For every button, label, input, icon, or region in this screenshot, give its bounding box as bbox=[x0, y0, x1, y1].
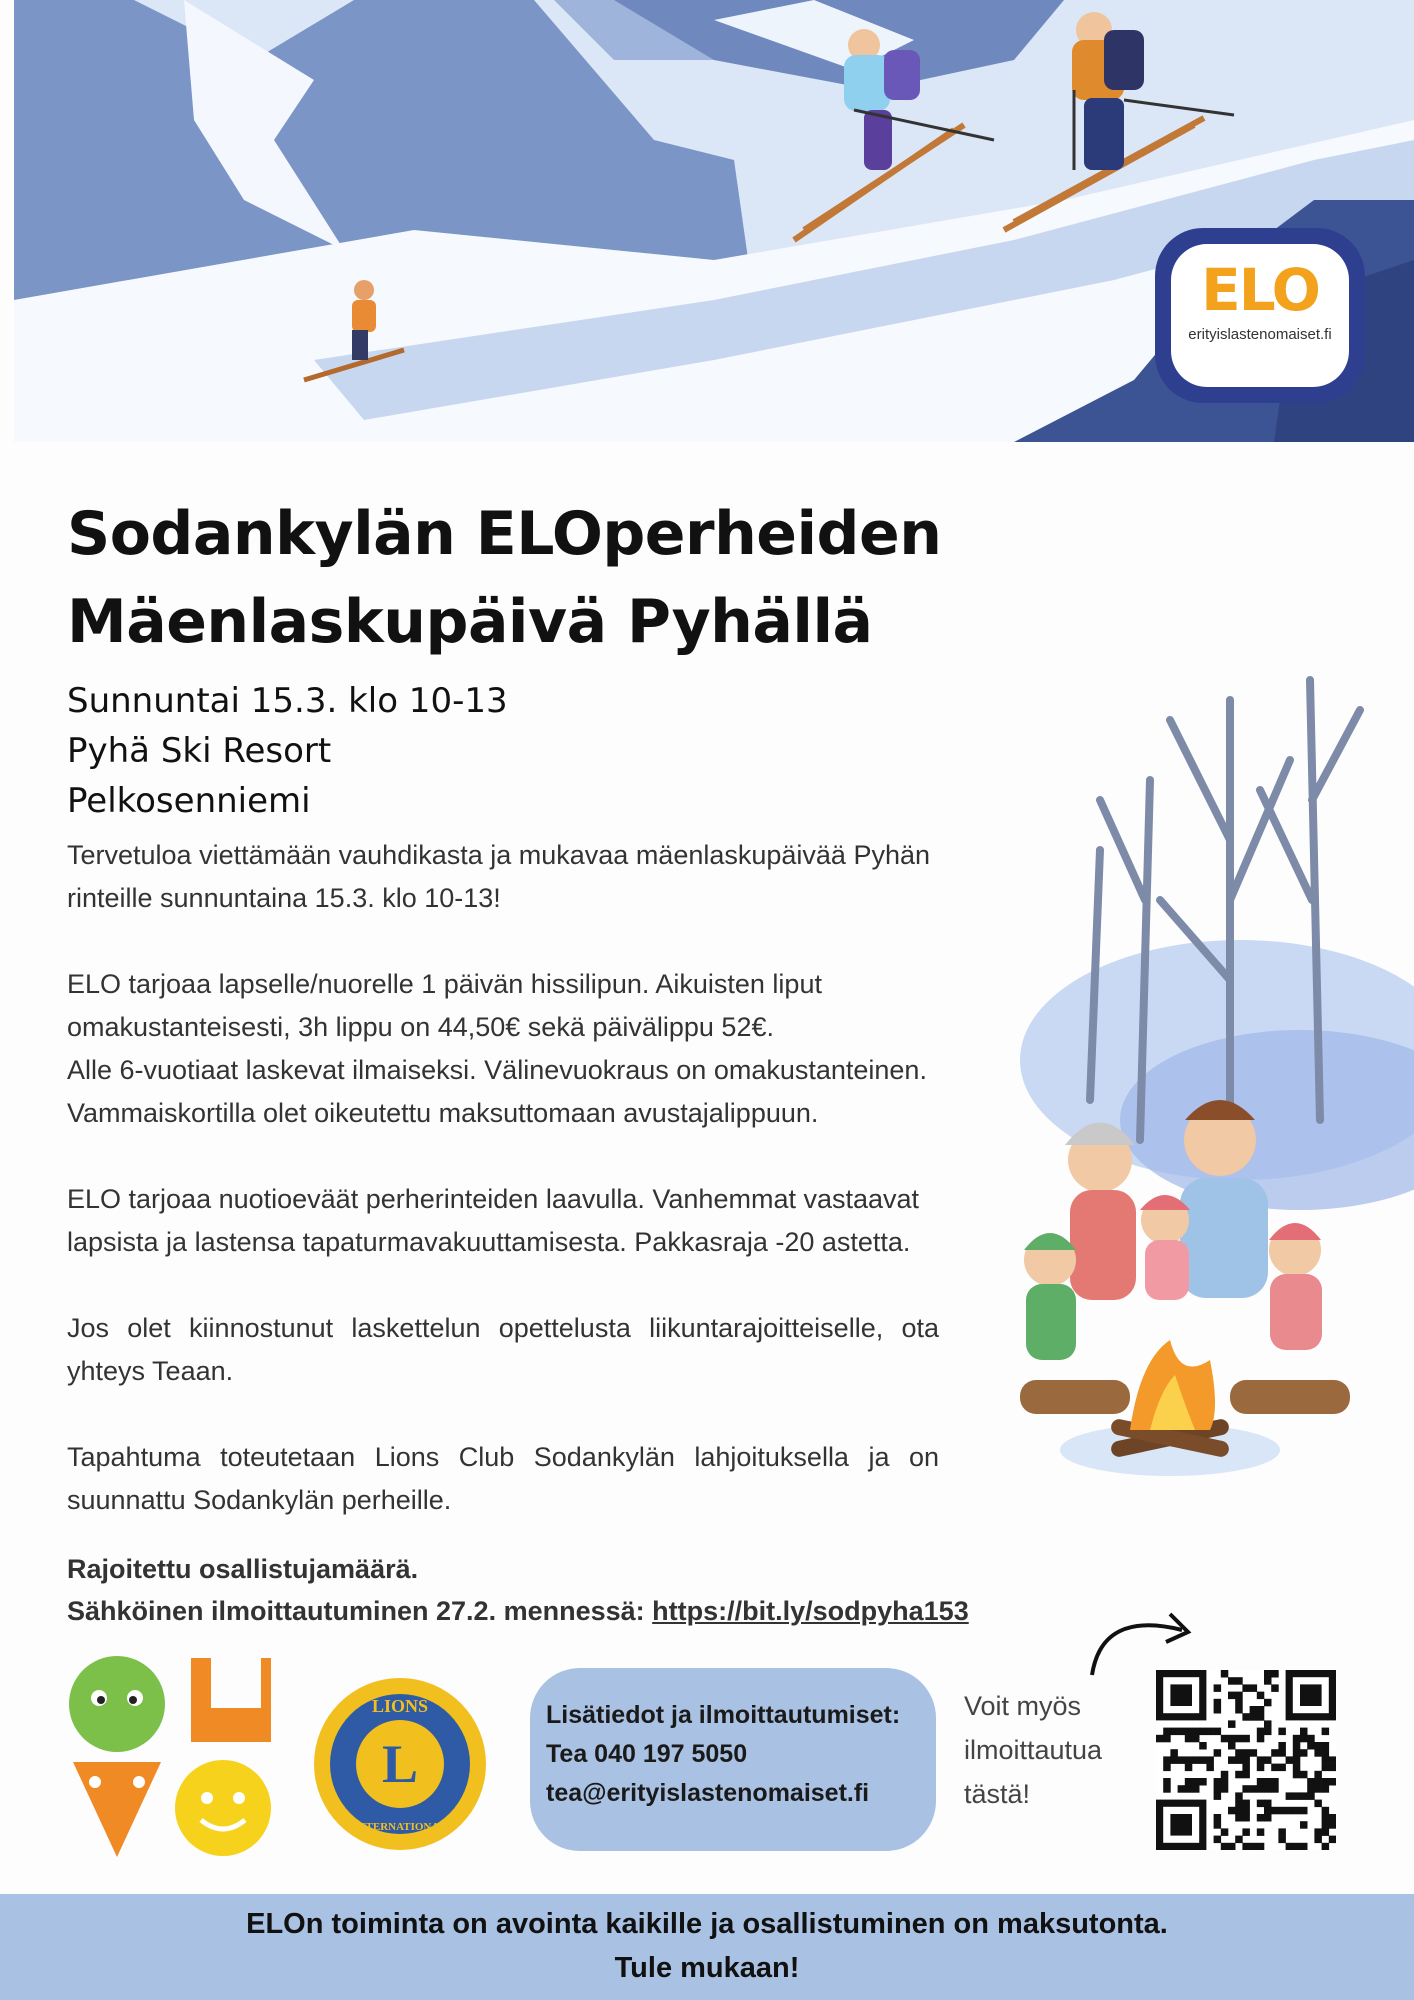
title-line-2: Mäenlaskupäivä Pyhällä bbox=[67, 587, 873, 657]
lions-top-text: LIONS bbox=[371, 1696, 429, 1716]
page-title bbox=[67, 490, 941, 666]
winter-scene-image bbox=[940, 600, 1414, 1500]
paragraph-contact-tea: Jos olet kiinnostunut laskettelun opettelusta liikuntarajoitteiselle, ota yhteys Teaan. bbox=[67, 1313, 939, 1386]
elo-logo-word: ELO bbox=[1201, 256, 1319, 324]
elo-logo-site: erityislastenomaiset.fi bbox=[1188, 326, 1332, 343]
registration-qr-code[interactable] bbox=[1156, 1670, 1336, 1850]
qr-code-icon bbox=[1156, 1670, 1336, 1850]
lions-emblem-icon bbox=[308, 1672, 492, 1856]
paragraph-lions: Tapahtuma toteutetaan Lions Club Sodankylän lahjoituksella ja on suunnattu Sodankylän perheille. bbox=[67, 1442, 939, 1515]
footer-line-1: ELOn toiminta on avointa kaikille ja osallistuminen on maksutonta. bbox=[246, 1908, 1168, 1940]
qr-note-line-3: tästä! bbox=[964, 1779, 1031, 1809]
under-six-text: Alle 6-vuotiaat laskevat ilmaiseksi. Välinevuokraus on omakustanteinen. bbox=[67, 1055, 927, 1085]
elo-characters-logo bbox=[65, 1652, 275, 1862]
contact-heading: Lisätiedot ja ilmoittautumiset: bbox=[546, 1701, 901, 1729]
qr-note-line-2: ilmoittautua bbox=[964, 1735, 1103, 1765]
paragraph-tickets bbox=[67, 963, 939, 1135]
footer-banner bbox=[0, 1894, 1414, 2000]
qr-note bbox=[964, 1684, 1124, 1816]
lions-club-logo bbox=[308, 1672, 492, 1856]
title-line-1: Sodankylän ELOperheiden bbox=[67, 499, 942, 569]
disability-card-text: Vammaiskortilla olet oikeutettu maksuttomaan avustajalippuun. bbox=[67, 1098, 819, 1128]
event-venue: Pyhä Ski Resort bbox=[67, 731, 332, 771]
registration-notice bbox=[67, 1548, 969, 1632]
contact-panel bbox=[530, 1668, 936, 1851]
lions-bottom-text: INTERNATIONAL bbox=[353, 1821, 447, 1833]
event-place: Pelkosenniemi bbox=[67, 781, 311, 821]
paragraph-campfire: ELO tarjoaa nuotioeväät perherinteiden laavulla. Vanhemmat vastaavat lapsista ja lastensa tapaturmavakuuttamisesta. Pakkasraja -20 astetta. bbox=[67, 1184, 920, 1257]
lions-letter: L bbox=[381, 1734, 419, 1794]
curved-arrow-icon bbox=[1082, 1600, 1202, 1680]
elo-logo bbox=[1155, 228, 1365, 403]
body-text bbox=[67, 834, 939, 1565]
paragraph-welcome: Tervetuloa viettämään vauhdikasta ja mukavaa mäenlaskupäivää Pyhän rinteille sunnuntaina 15.3. klo 10-13! bbox=[67, 840, 931, 913]
contact-email[interactable]: tea@erityislastenomaiset.fi bbox=[546, 1779, 870, 1807]
event-details bbox=[67, 676, 508, 826]
registration-line bbox=[67, 1590, 969, 1632]
registration-deadline: Sähköinen ilmoittautuminen 27.2. mennessä: bbox=[67, 1596, 645, 1626]
tickets-text: ELO tarjoaa lapselle/nuorelle 1 päivän hissilipun. Aikuisten liput omakustanteisesti, 3h lippu on 44,50€ sekä päivälippu 52€. bbox=[67, 969, 822, 1042]
event-date: Sunnuntai 15.3. klo 10-13 bbox=[67, 681, 508, 721]
footer-line-2: Tule mukaan! bbox=[614, 1952, 800, 1984]
qr-note-line-1: Voit myös bbox=[964, 1691, 1082, 1721]
contact-phone[interactable]: Tea 040 197 5050 bbox=[546, 1740, 748, 1768]
campfire-family-illustration bbox=[940, 600, 1414, 1500]
registration-link[interactable]: https://bit.ly/sodpyha153 bbox=[652, 1596, 969, 1626]
elo-characters-icon bbox=[65, 1652, 275, 1862]
limited-participants: Rajoitettu osallistujamäärä. bbox=[67, 1554, 419, 1584]
